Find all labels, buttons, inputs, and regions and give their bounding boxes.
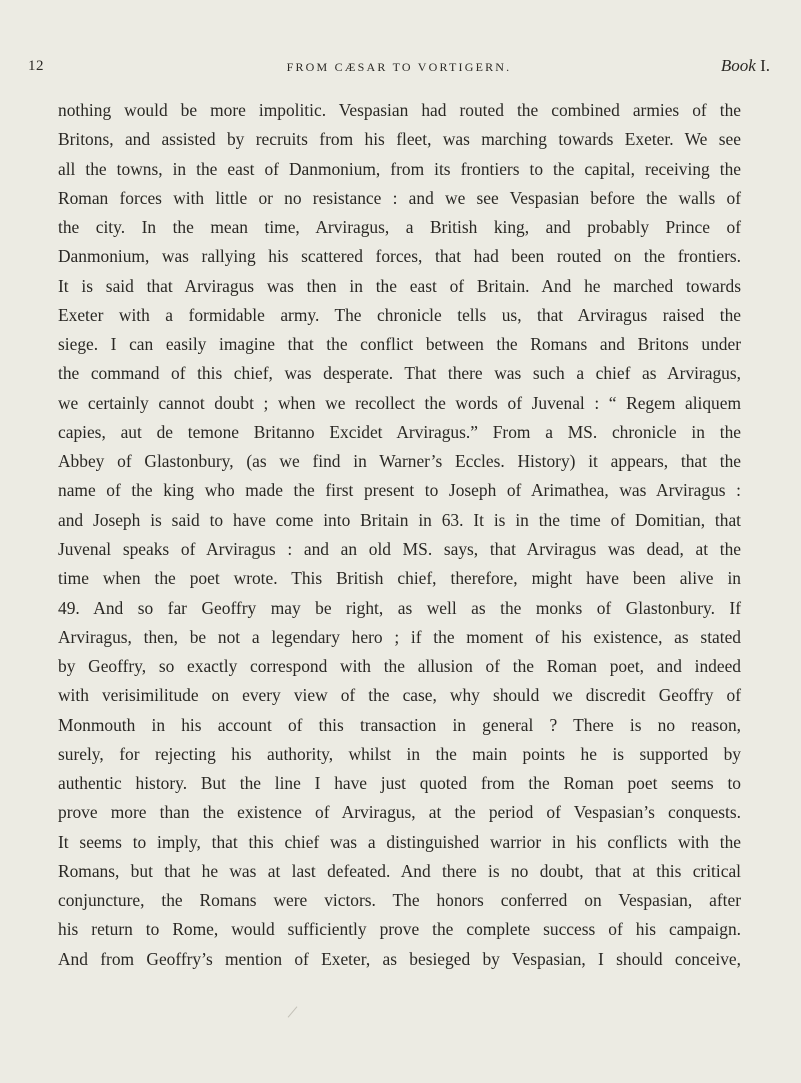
text-line: Roman forces with little or no resistance : and we see Vespasian before the walls of xyxy=(58,187,741,208)
text-line: by Geoffry, so exactly correspond with the allusion of the Roman poet, and indeed xyxy=(58,656,741,677)
text-line: all the towns, in the east of Danmonium, from its frontiers to the capital, receiving the xyxy=(58,158,741,179)
text-line: Monmouth in his account of this transaction in general ? There is no reason, xyxy=(58,714,741,735)
text-line: It seems to imply, that this chief was a distinguished warrior in his conflicts with the xyxy=(58,831,741,852)
book-word: Book xyxy=(720,56,756,75)
text-line: Danmonium, was rallying his scattered forces, that had been routed on the frontiers. xyxy=(58,246,741,267)
text-line: conjuncture, the Romans were victors. The honors conferred on Vespasian, after xyxy=(58,890,741,911)
running-title: FROM CÆSAR TO VORTIGERN. xyxy=(286,60,512,74)
text-line: Juvenal speaks of Arviragus : and an old MS. says, that Arviragus was dead, at the xyxy=(58,538,741,559)
text-line: authentic history. But the line I have just quoted from the Roman poet seems to xyxy=(58,773,741,794)
text-line: It is said that Arviragus was then in the east of Britain. And he marched towards xyxy=(58,275,741,296)
text-line: and Joseph is said to have come into Britain in 63. It is in the time of Domitian, that xyxy=(58,509,741,530)
text-line: time when the poet wrote. This British chief, therefore, might have been alive in xyxy=(58,568,741,589)
text-line: siege. I can easily imagine that the conflict between the Romans and Britons under xyxy=(58,334,741,355)
page-header xyxy=(28,58,770,82)
text-line: nothing would be more impolitic. Vespasian had routed the combined armies of the xyxy=(58,100,741,120)
text-line: with verisimilitude on every view of the case, why should we discredit Geoffry of xyxy=(58,685,741,706)
text-line: surely, for rejecting his authority, whilst in the main points he is supported by xyxy=(58,743,741,764)
text-line: name of the king who made the first present to Joseph of Arimathea, was Arviragus : xyxy=(58,480,741,501)
text-line: prove more than the existence of Arviragus, at the period of Vespasian’s conquests. xyxy=(58,802,741,823)
text-line: the command of this chief, was desperate. That there was such a chief as Arviragus, xyxy=(58,363,741,384)
text-line: 49. And so far Geoffry may be right, as well as the monks of Glastonbury. If xyxy=(58,597,741,618)
text-line: we certainly cannot doubt ; when we recollect the words of Juvenal : “ Regem aliquem xyxy=(58,392,741,413)
book-label xyxy=(721,56,770,76)
body-text xyxy=(58,96,741,974)
text-line: Romans, but that he was at last defeated. And there is no doubt, that at this critical xyxy=(58,860,741,881)
text-line: Abbey of Glastonbury, (as we find in Warner’s Eccles. History) it appears, that the xyxy=(58,451,741,472)
text-line: Britons, and assisted by recruits from his fleet, was marching towards Exeter. We see xyxy=(58,129,741,150)
text-line: Arviragus, then, be not a legendary hero ; if the moment of his existence, as stated xyxy=(58,626,741,647)
text-line: the city. In the mean time, Arviragus, a British king, and probably Prince of xyxy=(58,217,741,238)
text-line: capies, aut de temone Britanno Excidet Arviragus.” From a MS. chronicle in the xyxy=(58,421,741,442)
text-line: Exeter with a formidable army. The chronicle tells us, that Arviragus raised the xyxy=(58,304,741,325)
text-line: his return to Rome, would sufficiently prove the complete success of his campaign. xyxy=(58,919,741,940)
book-number: I. xyxy=(760,56,770,75)
page-number: 12 xyxy=(28,58,44,74)
paper-blemish xyxy=(288,1006,298,1017)
text-line: And from Geoffry’s mention of Exeter, as besieged by Vespasian, I should conceive, xyxy=(58,948,741,969)
